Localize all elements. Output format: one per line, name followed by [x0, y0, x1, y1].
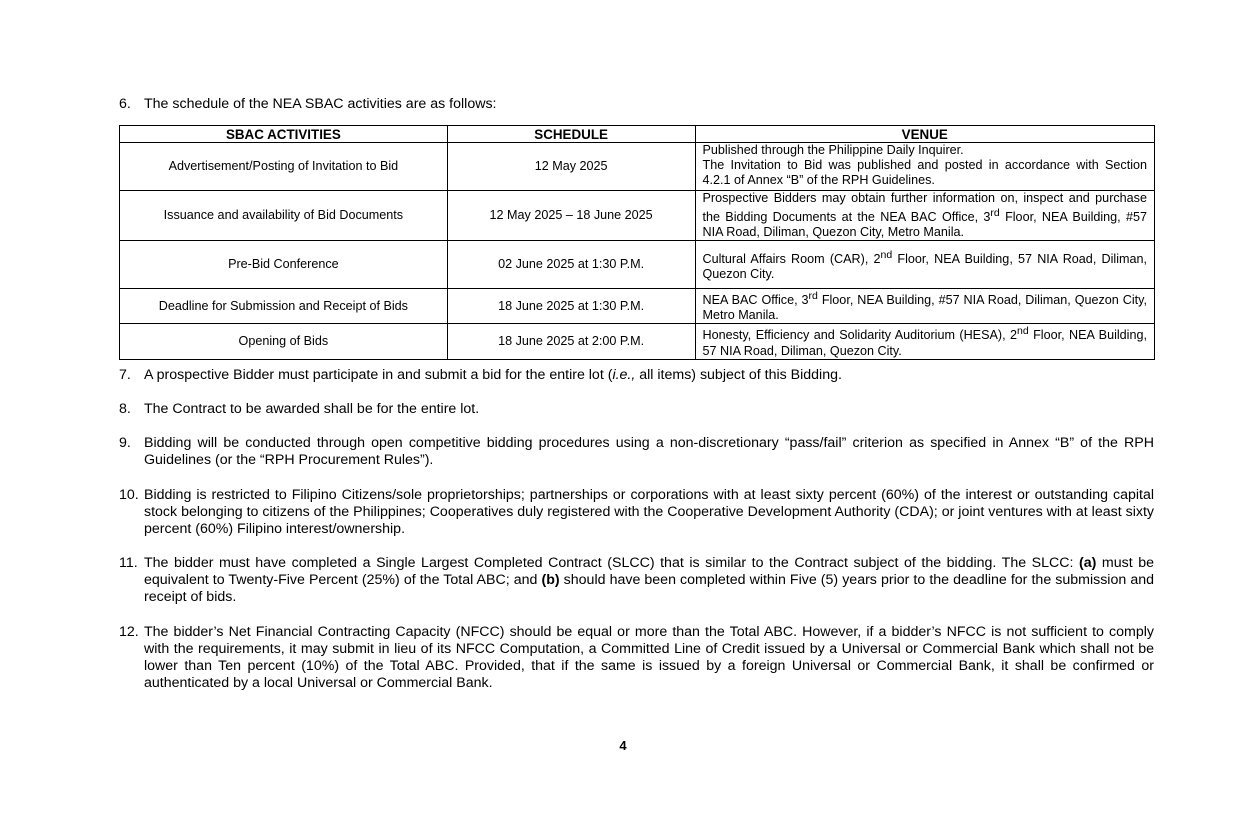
schedule-cell: 18 June 2025 at 2:00 P.M. — [447, 324, 695, 359]
item-number: 8. — [119, 401, 131, 417]
schedule-cell: 02 June 2025 at 1:30 P.M. — [447, 241, 695, 289]
item-text — [144, 367, 1154, 384]
item-6 — [119, 96, 1154, 113]
item-9 — [119, 435, 1154, 469]
item-text-part: A prospective Bidder must participate in and submit a bid for the entire lot ( — [144, 367, 613, 383]
activity-cell: Advertisement/Posting of Invitation to Bid — [120, 143, 448, 191]
table-row — [120, 241, 1155, 289]
activity-cell: Deadline for Submission and Receipt of Bids — [120, 289, 448, 324]
item-text: The schedule of the NEA SBAC activities are as follows: — [144, 96, 497, 112]
page-number: 4 — [619, 738, 627, 753]
item-text-italic: i.e., — [612, 367, 636, 383]
venue-cell — [695, 191, 1155, 241]
schedule-cell: 12 May 2025 – 18 June 2025 — [447, 191, 695, 241]
table-row — [120, 289, 1155, 324]
venue-cell — [695, 289, 1155, 324]
schedule-cell: 18 June 2025 at 1:30 P.M. — [447, 289, 695, 324]
header-venue: VENUE — [695, 126, 1155, 143]
table-row — [120, 191, 1155, 241]
item-text-part: should have been completed within Five (5) years prior to the deadline for the submission and receipt of bids. — [144, 572, 1154, 605]
table-header-row — [120, 126, 1155, 143]
item-number: 9. — [119, 435, 131, 451]
venue-text: Floor, NEA Building, #57 NIA Road, Diliman, Quezon City, Metro Manila. — [702, 293, 1147, 323]
item-12 — [119, 624, 1154, 692]
venue-cell — [695, 241, 1155, 289]
venue-text: Floor, NEA Building, 57 NIA Road, Diliman, Quezon City. — [702, 328, 1147, 358]
venue-text: Floor, NEA Building, #57 NIA Road, Diliman, Quezon City, Metro Manila. — [702, 210, 1147, 240]
activity-cell: Issuance and availability of Bid Documents — [120, 191, 448, 241]
item-text: The bidder’s Net Financial Contracting Capacity (NFCC) should be equal or more than the Total ABC. However, if a bidder’s NFCC is not sufficient to comply with the requirements, it may submit in lieu of its NFCC Computation, a Committed Line of Credit issued by a Universal or Commercial Bank which shall not be lower than Ten percent (10%) of the Total ABC. Provided, that if the same is issued by a foreign Universal or Commercial Bank, it shall be confirmed or authenticated by a local Universal or Commercial Bank. — [144, 624, 1154, 691]
venue-text: Prospective Bidders may obtain further information on, inspect and purchase the Bidding Documents at the NEA BAC Office, 3 — [702, 191, 1147, 225]
venue-superscript: rd — [990, 207, 1000, 219]
activity-cell: Opening of Bids — [120, 324, 448, 359]
schedule-cell: 12 May 2025 — [447, 143, 695, 191]
item-text-part: all items) subject of this Bidding. — [635, 367, 842, 383]
activity-cell: Pre-Bid Conference — [120, 241, 448, 289]
table-row — [120, 324, 1155, 359]
venue-superscript: nd — [1017, 325, 1029, 338]
item-text — [144, 555, 1154, 606]
item-number: 6. — [119, 96, 131, 112]
venue-text: Cultural Affairs Room (CAR), 2 — [702, 252, 881, 267]
venue-text: Floor, NEA Building, 57 NIA Road, Diliman, Quezon City. — [702, 252, 1147, 282]
venue-line: The Invitation to Bid was published and posted in accordance with Section 4.2.1 of Annex “B” of the RPH Guidelines. — [702, 158, 1147, 187]
item-text: Bidding is restricted to Filipino Citizens/sole proprietorships; partnerships or corporations with at least sixty percent (60%) of the interest or outstanding capital stock belonging to citizens of the Philippines; Cooperatives duly registered with the Cooperative Development Authority (CDA); or joint ventures with at least sixty percent (60%) Filipino interest/ownership. — [144, 487, 1154, 537]
item-text-part: must be equivalent to Twenty-Five Percent (25%) of the Total ABC; and — [144, 555, 1154, 588]
item-10 — [119, 487, 1154, 538]
item-text: The Contract to be awarded shall be for the entire lot. — [144, 401, 480, 417]
schedule-table — [119, 125, 1155, 360]
item-text: Bidding will be conducted through open competitive bidding procedures using a non-discretionary “pass/fail” criterion as specified in Annex “B” of the RPH Guidelines (or the “RPH Procurement Rules”). — [144, 435, 1154, 468]
venue-cell — [695, 324, 1155, 359]
item-11 — [119, 555, 1154, 606]
venue-text: NEA BAC Office, 3 — [702, 293, 809, 308]
item-number: 11. — [119, 555, 138, 571]
item-text-bold: (a) — [1079, 555, 1097, 571]
item-number: 7. — [119, 367, 131, 383]
venue-superscript: rd — [808, 290, 818, 303]
item-7 — [119, 367, 1154, 384]
item-8 — [119, 401, 1154, 418]
venue-line: Published through the Philippine Daily Inquirer. — [702, 143, 964, 157]
item-number: 12. — [119, 624, 139, 640]
header-activities: SBAC ACTIVITIES — [120, 126, 448, 143]
venue-cell — [695, 143, 1155, 191]
item-number: 10. — [119, 487, 139, 503]
venue-superscript: nd — [880, 249, 893, 262]
header-schedule: SCHEDULE — [447, 126, 695, 143]
item-text-bold: (b) — [541, 572, 560, 588]
venue-text: Honesty, Efficiency and Solidarity Auditorium (HESA), 2 — [702, 328, 1017, 343]
item-text-part: The bidder must have completed a Single Largest Completed Contract (SLCC) that is similar to the Contract subject of the bidding. The SLCC: — [144, 555, 1080, 571]
table-row — [120, 143, 1155, 191]
